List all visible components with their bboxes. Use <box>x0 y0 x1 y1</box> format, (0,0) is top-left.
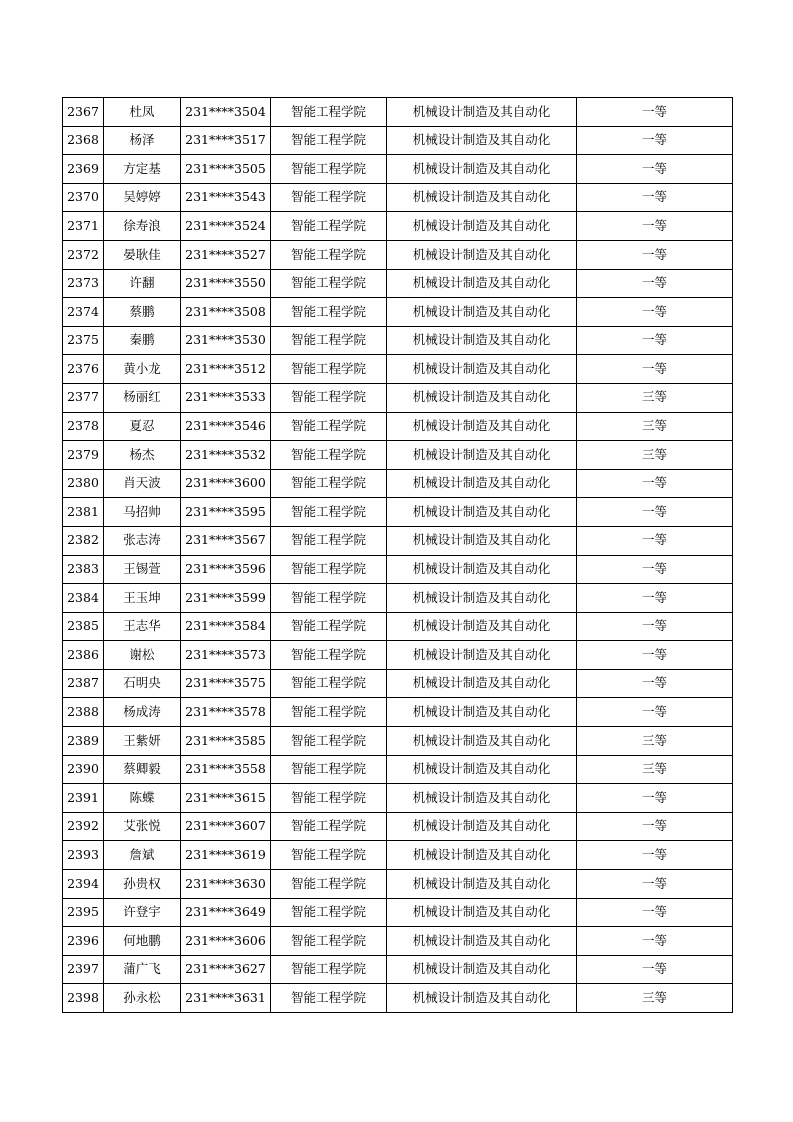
roster-table-body <box>63 98 733 1013</box>
student-id-cell: 231****3508 <box>181 298 271 327</box>
major-name-cell: 机械设计制造及其自动化 <box>387 555 577 584</box>
student-name-cell: 许登宇 <box>104 898 181 927</box>
table-row <box>63 669 733 698</box>
row-number-cell: 2373 <box>63 269 104 298</box>
student-id-cell: 231****3584 <box>181 612 271 641</box>
college-name-cell: 智能工程学院 <box>271 355 387 384</box>
row-number-cell: 2394 <box>63 870 104 899</box>
student-name-cell: 方定基 <box>104 155 181 184</box>
award-grade-cell: 一等 <box>577 355 733 384</box>
college-name-cell: 智能工程学院 <box>271 98 387 127</box>
award-grade-cell: 一等 <box>577 927 733 956</box>
table-row <box>63 584 733 613</box>
row-number-cell: 2369 <box>63 155 104 184</box>
major-name-cell: 机械设计制造及其自动化 <box>387 584 577 613</box>
college-name-cell: 智能工程学院 <box>271 212 387 241</box>
student-name-cell: 吴婷婷 <box>104 183 181 212</box>
college-name-cell: 智能工程学院 <box>271 498 387 527</box>
table-row <box>63 469 733 498</box>
award-grade-cell: 一等 <box>577 841 733 870</box>
college-name-cell: 智能工程学院 <box>271 155 387 184</box>
award-grade-cell: 一等 <box>577 155 733 184</box>
row-number-cell: 2378 <box>63 412 104 441</box>
award-grade-cell: 三等 <box>577 412 733 441</box>
row-number-cell: 2396 <box>63 927 104 956</box>
college-name-cell: 智能工程学院 <box>271 298 387 327</box>
row-number-cell: 2371 <box>63 212 104 241</box>
student-name-cell: 肖天波 <box>104 469 181 498</box>
row-number-cell: 2375 <box>63 326 104 355</box>
student-id-cell: 231****3600 <box>181 469 271 498</box>
table-row <box>63 441 733 470</box>
row-number-cell: 2379 <box>63 441 104 470</box>
table-row <box>63 984 733 1013</box>
award-grade-cell: 一等 <box>577 698 733 727</box>
student-id-cell: 231****3558 <box>181 755 271 784</box>
college-name-cell: 智能工程学院 <box>271 927 387 956</box>
row-number-cell: 2383 <box>63 555 104 584</box>
major-name-cell: 机械设计制造及其自动化 <box>387 269 577 298</box>
student-name-cell: 孙贵权 <box>104 870 181 899</box>
award-grade-cell: 一等 <box>577 98 733 127</box>
table-row <box>63 755 733 784</box>
student-id-cell: 231****3595 <box>181 498 271 527</box>
student-id-cell: 231****3524 <box>181 212 271 241</box>
award-grade-cell: 三等 <box>577 984 733 1013</box>
award-grade-cell: 一等 <box>577 269 733 298</box>
student-name-cell: 何地鹏 <box>104 927 181 956</box>
table-row <box>63 498 733 527</box>
major-name-cell: 机械设计制造及其自动化 <box>387 669 577 698</box>
row-number-cell: 2392 <box>63 812 104 841</box>
college-name-cell: 智能工程学院 <box>271 412 387 441</box>
row-number-cell: 2370 <box>63 183 104 212</box>
table-row <box>63 870 733 899</box>
row-number-cell: 2397 <box>63 955 104 984</box>
table-row <box>63 727 733 756</box>
student-id-cell: 231****3573 <box>181 641 271 670</box>
award-grade-cell: 一等 <box>577 326 733 355</box>
award-grade-cell: 一等 <box>577 612 733 641</box>
student-id-cell: 231****3504 <box>181 98 271 127</box>
student-id-cell: 231****3596 <box>181 555 271 584</box>
student-id-cell: 231****3615 <box>181 784 271 813</box>
award-grade-cell: 三等 <box>577 383 733 412</box>
row-number-cell: 2381 <box>63 498 104 527</box>
award-grade-cell: 一等 <box>577 812 733 841</box>
student-name-cell: 晏耿佳 <box>104 240 181 269</box>
student-name-cell: 黄小龙 <box>104 355 181 384</box>
student-name-cell: 杨泽 <box>104 126 181 155</box>
student-name-cell: 蔡卿毅 <box>104 755 181 784</box>
student-name-cell: 王志华 <box>104 612 181 641</box>
college-name-cell: 智能工程学院 <box>271 984 387 1013</box>
table-row <box>63 555 733 584</box>
college-name-cell: 智能工程学院 <box>271 240 387 269</box>
student-id-cell: 231****3607 <box>181 812 271 841</box>
student-id-cell: 231****3533 <box>181 383 271 412</box>
college-name-cell: 智能工程学院 <box>271 812 387 841</box>
college-name-cell: 智能工程学院 <box>271 698 387 727</box>
college-name-cell: 智能工程学院 <box>271 526 387 555</box>
major-name-cell: 机械设计制造及其自动化 <box>387 98 577 127</box>
row-number-cell: 2390 <box>63 755 104 784</box>
student-name-cell: 王紫妍 <box>104 727 181 756</box>
college-name-cell: 智能工程学院 <box>271 469 387 498</box>
student-id-cell: 231****3599 <box>181 584 271 613</box>
major-name-cell: 机械设计制造及其自动化 <box>387 355 577 384</box>
major-name-cell: 机械设计制造及其自动化 <box>387 755 577 784</box>
student-id-cell: 231****3631 <box>181 984 271 1013</box>
major-name-cell: 机械设计制造及其自动化 <box>387 183 577 212</box>
row-number-cell: 2386 <box>63 641 104 670</box>
row-number-cell: 2389 <box>63 727 104 756</box>
student-id-cell: 231****3567 <box>181 526 271 555</box>
student-name-cell: 徐寿浪 <box>104 212 181 241</box>
student-id-cell: 231****3530 <box>181 326 271 355</box>
award-grade-cell: 一等 <box>577 584 733 613</box>
table-row <box>63 98 733 127</box>
student-id-cell: 231****3585 <box>181 727 271 756</box>
row-number-cell: 2377 <box>63 383 104 412</box>
student-id-cell: 231****3649 <box>181 898 271 927</box>
award-grade-cell: 三等 <box>577 441 733 470</box>
table-row <box>63 155 733 184</box>
table-row <box>63 526 733 555</box>
student-name-cell: 蔡鹏 <box>104 298 181 327</box>
major-name-cell: 机械设计制造及其自动化 <box>387 984 577 1013</box>
award-grade-cell: 一等 <box>577 555 733 584</box>
major-name-cell: 机械设计制造及其自动化 <box>387 526 577 555</box>
student-name-cell: 艾张悦 <box>104 812 181 841</box>
student-name-cell: 孙永松 <box>104 984 181 1013</box>
major-name-cell: 机械设计制造及其自动化 <box>387 870 577 899</box>
major-name-cell: 机械设计制造及其自动化 <box>387 441 577 470</box>
award-grade-cell: 一等 <box>577 240 733 269</box>
table-row <box>63 240 733 269</box>
college-name-cell: 智能工程学院 <box>271 641 387 670</box>
major-name-cell: 机械设计制造及其自动化 <box>387 469 577 498</box>
major-name-cell: 机械设计制造及其自动化 <box>387 126 577 155</box>
table-row <box>63 383 733 412</box>
student-name-cell: 秦鹏 <box>104 326 181 355</box>
row-number-cell: 2391 <box>63 784 104 813</box>
college-name-cell: 智能工程学院 <box>271 326 387 355</box>
row-number-cell: 2374 <box>63 298 104 327</box>
student-name-cell: 蒲广飞 <box>104 955 181 984</box>
table-row <box>63 612 733 641</box>
college-name-cell: 智能工程学院 <box>271 784 387 813</box>
award-grade-cell: 一等 <box>577 183 733 212</box>
student-name-cell: 杜凤 <box>104 98 181 127</box>
student-name-cell: 杨丽红 <box>104 383 181 412</box>
college-name-cell: 智能工程学院 <box>271 383 387 412</box>
student-id-cell: 231****3606 <box>181 927 271 956</box>
college-name-cell: 智能工程学院 <box>271 183 387 212</box>
table-row <box>63 698 733 727</box>
major-name-cell: 机械设计制造及其自动化 <box>387 727 577 756</box>
roster-table <box>62 97 733 1013</box>
award-grade-cell: 一等 <box>577 870 733 899</box>
table-row <box>63 927 733 956</box>
row-number-cell: 2376 <box>63 355 104 384</box>
college-name-cell: 智能工程学院 <box>271 755 387 784</box>
student-id-cell: 231****3546 <box>181 412 271 441</box>
award-grade-cell: 一等 <box>577 526 733 555</box>
row-number-cell: 2398 <box>63 984 104 1013</box>
college-name-cell: 智能工程学院 <box>271 584 387 613</box>
college-name-cell: 智能工程学院 <box>271 669 387 698</box>
award-grade-cell: 一等 <box>577 498 733 527</box>
table-row <box>63 269 733 298</box>
student-id-cell: 231****3527 <box>181 240 271 269</box>
table-row <box>63 784 733 813</box>
college-name-cell: 智能工程学院 <box>271 898 387 927</box>
award-grade-cell: 一等 <box>577 298 733 327</box>
major-name-cell: 机械设计制造及其自动化 <box>387 383 577 412</box>
student-id-cell: 231****3550 <box>181 269 271 298</box>
major-name-cell: 机械设计制造及其自动化 <box>387 612 577 641</box>
student-id-cell: 231****3630 <box>181 870 271 899</box>
college-name-cell: 智能工程学院 <box>271 841 387 870</box>
row-number-cell: 2367 <box>63 98 104 127</box>
award-grade-cell: 一等 <box>577 955 733 984</box>
major-name-cell: 机械设计制造及其自动化 <box>387 927 577 956</box>
table-row <box>63 412 733 441</box>
row-number-cell: 2372 <box>63 240 104 269</box>
row-number-cell: 2393 <box>63 841 104 870</box>
college-name-cell: 智能工程学院 <box>271 441 387 470</box>
award-grade-cell: 一等 <box>577 469 733 498</box>
major-name-cell: 机械设计制造及其自动化 <box>387 326 577 355</box>
student-name-cell: 王锡萱 <box>104 555 181 584</box>
table-row <box>63 326 733 355</box>
student-name-cell: 马招帅 <box>104 498 181 527</box>
student-name-cell: 杨杰 <box>104 441 181 470</box>
student-id-cell: 231****3505 <box>181 155 271 184</box>
table-row <box>63 126 733 155</box>
student-name-cell: 张志涛 <box>104 526 181 555</box>
student-id-cell: 231****3512 <box>181 355 271 384</box>
student-id-cell: 231****3532 <box>181 441 271 470</box>
award-grade-cell: 一等 <box>577 212 733 241</box>
student-id-cell: 231****3627 <box>181 955 271 984</box>
college-name-cell: 智能工程学院 <box>271 727 387 756</box>
row-number-cell: 2382 <box>63 526 104 555</box>
award-grade-cell: 三等 <box>577 727 733 756</box>
student-id-cell: 231****3575 <box>181 669 271 698</box>
table-row <box>63 812 733 841</box>
college-name-cell: 智能工程学院 <box>271 870 387 899</box>
major-name-cell: 机械设计制造及其自动化 <box>387 898 577 927</box>
row-number-cell: 2387 <box>63 669 104 698</box>
student-id-cell: 231****3619 <box>181 841 271 870</box>
student-name-cell: 陈蝶 <box>104 784 181 813</box>
major-name-cell: 机械设计制造及其自动化 <box>387 498 577 527</box>
award-grade-cell: 一等 <box>577 898 733 927</box>
row-number-cell: 2395 <box>63 898 104 927</box>
college-name-cell: 智能工程学院 <box>271 555 387 584</box>
table-row <box>63 212 733 241</box>
major-name-cell: 机械设计制造及其自动化 <box>387 155 577 184</box>
major-name-cell: 机械设计制造及其自动化 <box>387 812 577 841</box>
major-name-cell: 机械设计制造及其自动化 <box>387 841 577 870</box>
major-name-cell: 机械设计制造及其自动化 <box>387 784 577 813</box>
student-id-cell: 231****3543 <box>181 183 271 212</box>
college-name-cell: 智能工程学院 <box>271 126 387 155</box>
college-name-cell: 智能工程学院 <box>271 955 387 984</box>
award-grade-cell: 一等 <box>577 641 733 670</box>
major-name-cell: 机械设计制造及其自动化 <box>387 955 577 984</box>
student-id-cell: 231****3517 <box>181 126 271 155</box>
student-name-cell: 谢松 <box>104 641 181 670</box>
table-row <box>63 298 733 327</box>
award-grade-cell: 一等 <box>577 669 733 698</box>
major-name-cell: 机械设计制造及其自动化 <box>387 412 577 441</box>
table-row <box>63 641 733 670</box>
award-grade-cell: 一等 <box>577 126 733 155</box>
major-name-cell: 机械设计制造及其自动化 <box>387 240 577 269</box>
table-row <box>63 841 733 870</box>
row-number-cell: 2385 <box>63 612 104 641</box>
college-name-cell: 智能工程学院 <box>271 612 387 641</box>
college-name-cell: 智能工程学院 <box>271 269 387 298</box>
major-name-cell: 机械设计制造及其自动化 <box>387 641 577 670</box>
award-grade-cell: 一等 <box>577 784 733 813</box>
student-name-cell: 许翻 <box>104 269 181 298</box>
row-number-cell: 2384 <box>63 584 104 613</box>
student-name-cell: 王玉坤 <box>104 584 181 613</box>
table-row <box>63 955 733 984</box>
student-id-cell: 231****3578 <box>181 698 271 727</box>
row-number-cell: 2380 <box>63 469 104 498</box>
row-number-cell: 2388 <box>63 698 104 727</box>
student-name-cell: 石明央 <box>104 669 181 698</box>
student-name-cell: 杨成涛 <box>104 698 181 727</box>
award-grade-cell: 三等 <box>577 755 733 784</box>
table-row <box>63 898 733 927</box>
major-name-cell: 机械设计制造及其自动化 <box>387 212 577 241</box>
table-row <box>63 355 733 384</box>
student-name-cell: 詹斌 <box>104 841 181 870</box>
major-name-cell: 机械设计制造及其自动化 <box>387 298 577 327</box>
major-name-cell: 机械设计制造及其自动化 <box>387 698 577 727</box>
table-row <box>63 183 733 212</box>
row-number-cell: 2368 <box>63 126 104 155</box>
student-name-cell: 夏忍 <box>104 412 181 441</box>
